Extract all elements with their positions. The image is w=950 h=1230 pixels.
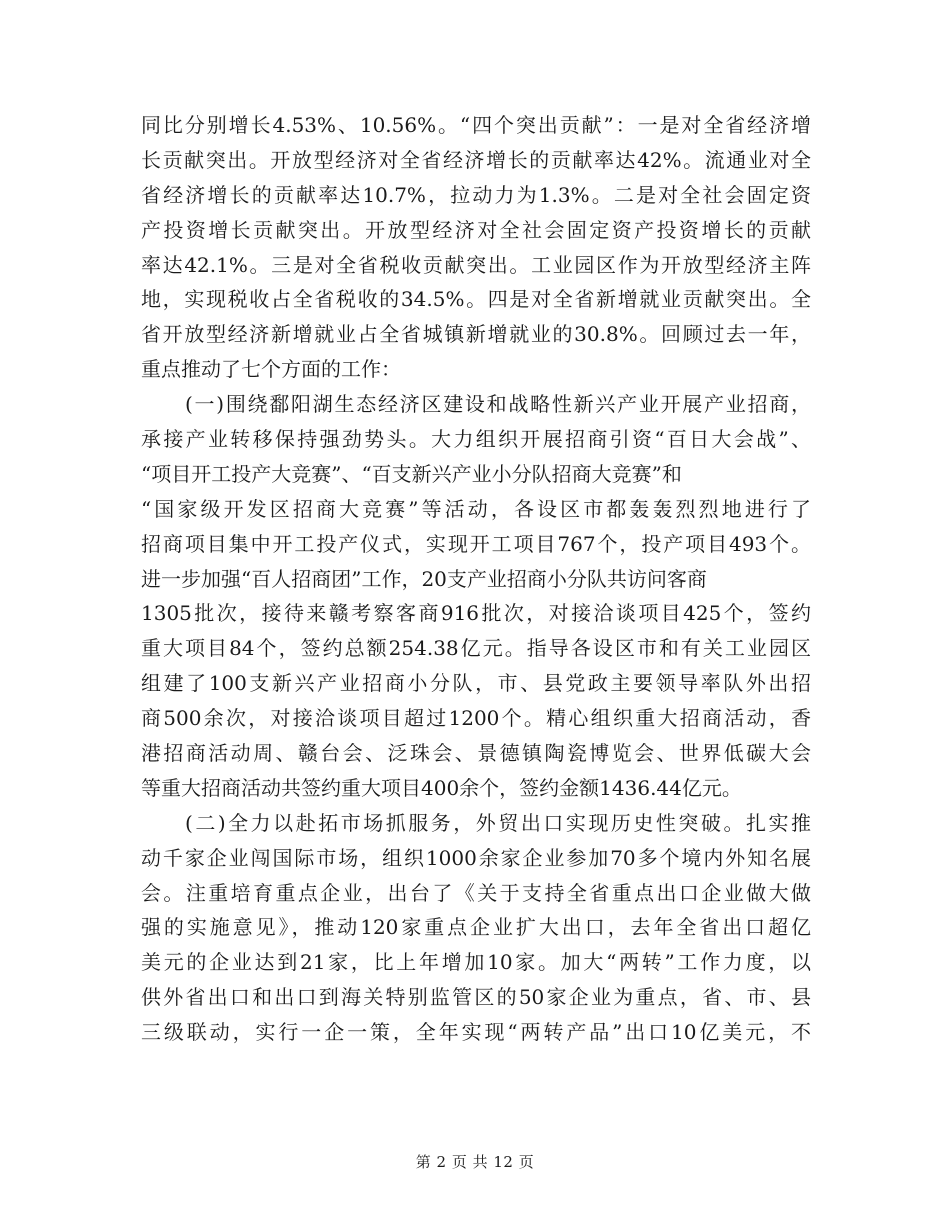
text-line: 重点推动了七个方面的工作： <box>141 357 401 382</box>
text-line: 产投资增长贡献突出。开放型经济对全社会固定资产投资增长的贡献 <box>141 217 811 242</box>
text-line: 省经济增长的贡献率达10.7%，拉动力为1.3%。二是对全社会固定资 <box>141 182 811 207</box>
text-line: 重大项目84个，签约总额254.38亿元。指导各设区市和有关工业园区 <box>141 636 811 661</box>
document-body <box>141 108 811 1050</box>
text-line: (一)围绕鄱阳湖生态经济区建设和战略性新兴产业开展产业招商， <box>185 392 811 417</box>
text-line: 1305批次，接待来赣考察客商916批次，对接洽谈项目425个，签约 <box>141 601 811 626</box>
text-line: 强的实施意见》，推动120家重点企业扩大出口，去年全省出口超亿 <box>141 915 811 940</box>
text-line: 地，实现税收占全省税收的34.5%。四是对全省新增就业贡献突出。全 <box>141 287 811 312</box>
text-line: 会。注重培育重点企业，出台了《关于支持全省重点出口企业做大做 <box>141 880 811 905</box>
text-line: 承接产业转移保持强劲势头。大力组织开展招商引资“百日大会战”、 <box>141 427 811 452</box>
text-line: 港招商活动周、赣台会、泛珠会、景德镇陶瓷博览会、世界低碳大会 <box>141 741 811 766</box>
text-line: 进一步加强“百人招商团”工作，20支产业招商小分队共访问客商 <box>141 566 707 591</box>
text-line: 等重大招商活动共签约重大项目400余个，签约金额1436.44亿元。 <box>141 775 742 800</box>
page-number: 第 2 页 共 12 页 <box>415 1153 535 1171</box>
text-line: 同比分别增长4.53%、10.56%。“四个突出贡献”：一是对全省经济增 <box>141 113 811 137</box>
text-line: 组建了100支新兴产业招商小分队，市、县党政主要领导率队外出招 <box>141 671 811 696</box>
text-line: “国家级开发区招商大竞赛”等活动，各设区市都轰轰烈烈地进行了 <box>141 496 811 521</box>
text-line: 三级联动，实行一企一策，全年实现“两转产品”出口10亿美元，不 <box>141 1020 811 1045</box>
text-line: 长贡献突出。开放型经济对全省经济增长的贡献率达42%。流通业对全 <box>141 147 811 172</box>
text-line: “项目开工投产大竞赛”、“百支新兴产业小分队招商大竞赛”和 <box>141 461 682 486</box>
text-line: 供外省出口和出口到海关特别监管区的50家企业为重点，省、市、县 <box>141 985 811 1010</box>
text-line: 招商项目集中开工投产仪式，实现开工项目767个，投产项目493个。 <box>141 531 811 556</box>
text-line: 商500余次，对接洽谈项目超过1200个。精心组织重大招商活动，香 <box>141 706 811 731</box>
text-line: (二)全力以赴拓市场抓服务，外贸出口实现历史性突破。扎实推 <box>185 810 811 835</box>
text-line: 美元的企业达到21家，比上年增加10家。加大“两转”工作力度，以 <box>141 950 811 975</box>
text-line: 率达42.1%。三是对全省税收贡献突出。工业园区作为开放型经济主阵 <box>141 252 811 277</box>
page-footer <box>0 1152 950 1172</box>
text-line: 省开放型经济新增就业占全省城镇新增就业的30.8%。回顾过去一年， <box>141 322 811 347</box>
text-line: 动千家企业闯国际市场，组织1000余家企业参加70多个境内外知名展 <box>141 845 811 870</box>
